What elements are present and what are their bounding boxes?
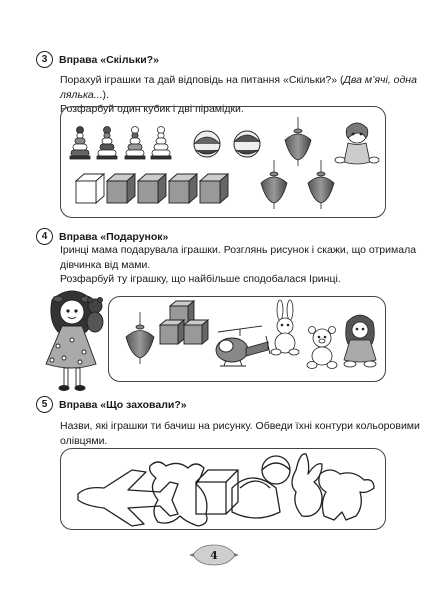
exercise-3-title: Вправа «Скільки?»: [59, 53, 159, 66]
airplane-outline-icon: [78, 470, 178, 526]
animal-outline-icon: [319, 470, 374, 520]
exercise-4-instructions: Іринці мама подарувала іграшки. Розглянь рисунок і скажи, що отримала дівчинка від мами. Розфарбуй ту іграшку, що найбільше сподобалася Іринці.: [60, 244, 417, 285]
teddy-outline-icon: [150, 462, 207, 526]
ball-outline-icon: [262, 456, 290, 484]
exercise-4-number: 4: [36, 228, 53, 245]
page-number: 4: [210, 548, 218, 562]
exercise-4-title: Вправа «Подарунок»: [59, 230, 169, 243]
exercise-5-title: Вправа «Що заховали?»: [59, 398, 187, 411]
exercise-3-number: 3: [36, 51, 53, 68]
bunny-outline-icon: [292, 454, 322, 517]
exercise-3-instructions: Порахуй іграшки та дай відповідь на питання «Скільки?» (Два м’ячі, одна лялька...). Розфарбуй один кубик і дві пірамідки.: [60, 74, 417, 115]
exercise-5-number: 5: [36, 396, 53, 413]
exercise-5-instructions: Назви, які іграшки ти бачиш на рисунку. Обведи їхні контури кольоровими олівцями.: [60, 420, 420, 447]
